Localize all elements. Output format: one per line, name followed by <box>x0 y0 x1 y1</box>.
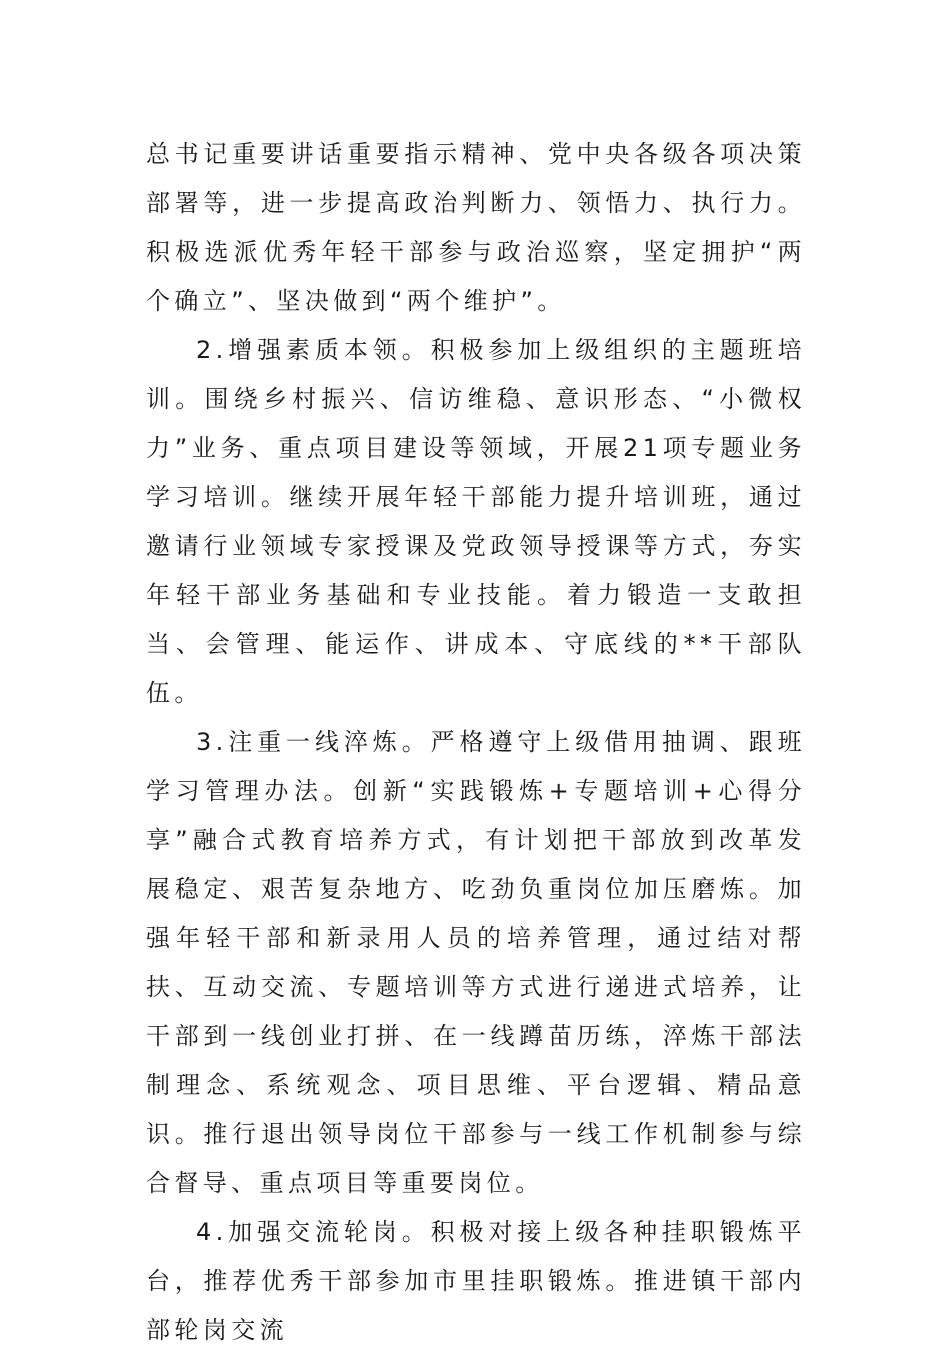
paragraph-item-4: 4.加强交流轮岗。积极对接上级各种挂职锻炼平台，推荐优秀干部参加市里挂职锻炼。推进镇干部内部轮岗交流 <box>146 1218 806 1344</box>
paragraph-continuation: 总书记重要讲话重要指示精神、党中央各级各项决策部署等，进一步提高政治判断力、领悟力、执行力。积极选派优秀年轻干部参与政治巡察，坚定拥护“两个确立”、坚决做到“两个维护”。 <box>146 140 806 315</box>
document-body <box>146 130 806 1355</box>
paragraph-item-2: 2.增强素质本领。积极参加上级组织的主题班培训。围绕乡村振兴、信访维稳、意识形态、“小微权力”业务、重点项目建设等领域，开展21项专题业务学习培训。继续开展年轻干部能力提升培训班，通过邀请行业领域专家授课及党政领导授课等方式，夯实年轻干部业务基础和专业技能。着力锻造一支敢担当、会管理、能运作、讲成本、守底线的**干部队伍。 <box>146 336 806 707</box>
paragraph-item-3: 3.注重一线淬炼。严格遵守上级借用抽调、跟班学习管理办法。创新“实践锻炼+专题培训+心得分享”融合式教育培养方式，有计划把干部放到改革发展稳定、艰苦复杂地方、吃劲负重岗位加压磨炼。加强年轻干部和新录用人员的培养管理，通过结对帮扶、互动交流、专题培训等方式进行递进式培养，让干部到一线创业打拼、在一线蹲苗历练，淬炼干部法制理念、系统观念、项目思维、平台逻辑、精品意识。推行退出领导岗位干部参与一线工作机制参与综合督导、重点项目等重要岗位。 <box>146 728 806 1197</box>
